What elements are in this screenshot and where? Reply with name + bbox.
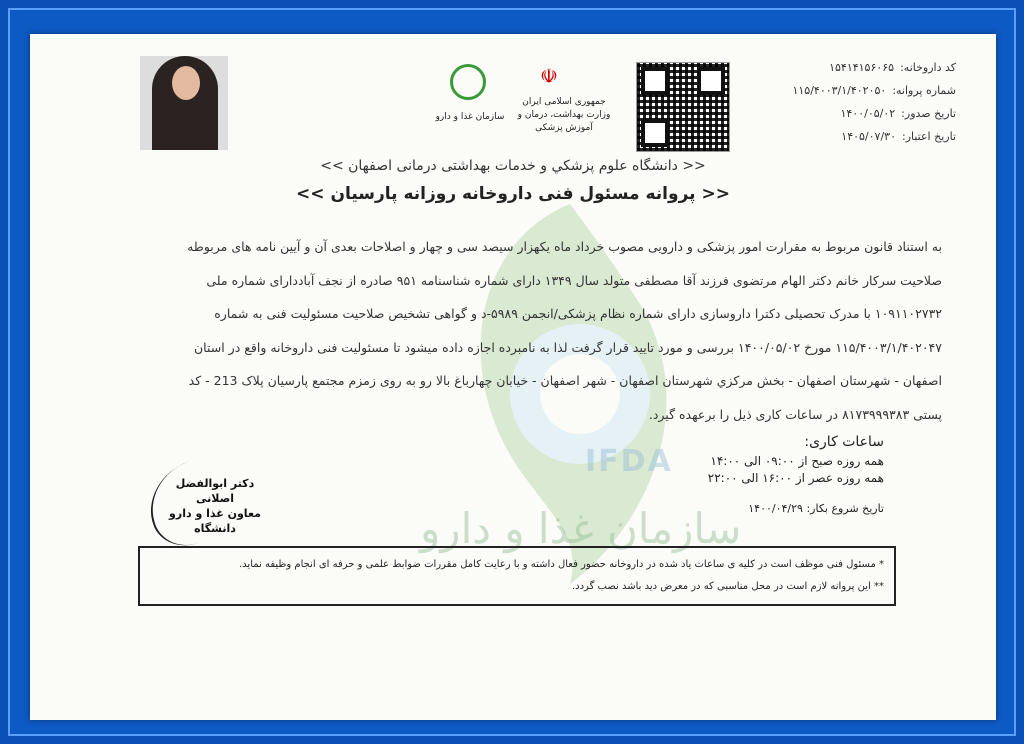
working-hours [564,434,884,487]
body-line-6: پستی ۸۱۷۳۹۹۹۳۸۳ در ساعات کاری ذیل را برعهده گیرد. [648,406,942,422]
watermark-text: سازمان غذا و دارو [420,504,742,553]
ministry-caption-line-2: وزارت بهداشت، درمان و آموزش پزشکی [517,110,611,133]
license-body [76,230,942,431]
iran-emblem-icon: ☫ [540,64,558,88]
qr-code-icon [636,62,730,152]
watermark-ifda: IFDA [585,444,673,479]
hours-evening: همه روزه عصر از ۱۶:۰۰ الی ۲۲:۰۰ [707,471,884,485]
hours-title: ساعات کاری: [804,434,884,450]
signatory-role: معاون غذا و دارو دانشگاه [169,507,261,535]
notes-box [138,546,896,606]
license-meta [726,56,956,148]
ifda-logo-icon [450,64,486,100]
note-1: * مسئول فنی موظف است در کلیه ی ساعات یاد شده در داروخانه حضور فعال داشته و با رعایت کامل مقررات ضوابط علمی و حرفه ای انجام وظیفه نماید. [238,559,884,570]
body-line-3: ۱۰۹۱۱۰۲۷۳۲ با مدرک تحصیلی دکترا داروسازی دارای شماره نظام پزشکی/انجمن ۵۹۸۹-د و گواهی تشخیص صلاحیت مسئولیت فنی به شماره [214,306,942,321]
meta-row-code: کد داروخانه: ۱۵۴۱۴۱۵۶۰۶۵ [829,61,956,74]
body-line-4: ۱۱۵/۴۰۰۳/۱/۴۰۲۰۴۷ مورخ ۱۴۰۰/۰۵/۰۲ بررسی و مورد تایید قرار گرفت لذا به نامبرده اجازه داده میشود تا مسئولیت فنی داروخانه واقع در استان [193,339,942,355]
signature-block [160,476,270,536]
body-line-1: به استناد قانون مربوط به مقرارت امور پزشکی و دارویی مصوب خرداد ماه یکهزار سیصد سی و چهار و اصلاحات بعدی آن و آیین نامه های مربوطه [187,239,942,254]
body-line-2: صلاحیت سرکار خانم دکتر الهام مرتضوی فرزند آقا مصطفی متولد سال ۱۳۴۹ دارای شماره شناسنامه ۹۵۱ صادره از نجف آباددارای شماره ملی [206,272,942,288]
meta-row-license: شماره پروانه: ۱۱۵/۴۰۰۳/۱/۴۰۲۰۵۰ [792,84,956,97]
license-document [30,34,996,720]
university-heading: << دانشگاه علوم پزشكي و خدمات بهداشتی درمانی اصفهان >> [320,158,706,174]
hours-morning: همه روزه صبح از ۰۹:۰۰ الی ۱۴:۰۰ [710,454,884,468]
header-logos [430,60,620,150]
body-line-5: اصفهان - شهرستان اصفهان - بخش مرکزي شهرستان اصفهان - شهر اصفهان - خیابان چهارباغ بالا رو به روی زمزم مجتمع پارسیان پلاک 213 - کد [188,373,942,388]
note-2: ** این پروانه لازم است در محل مناسبی که در معرض دید باشد نصب گردد. [571,581,884,592]
signatory-name: دکتر ابوالفضل اصلانی [175,477,255,505]
meta-row-issue: تاریخ صدور: ۱۴۰۰/۰۵/۰۲ [840,107,956,120]
holder-photo [140,56,228,150]
ministry-caption-line-1: جمهوری اسلامی ایران [522,97,606,107]
ministry-caption [514,96,614,135]
meta-row-valid: تاریخ اعتبار: ۱۴۰۵/۰۷/۳۰ [841,130,956,143]
license-title: << پروانه مسئول فنی داروخانه روزانه پارسیان >> [296,184,730,204]
start-date: تاریخ شروع بکار: ۱۴۰۰/۰۴/۲۹ [748,502,884,515]
ifda-logo-caption: سازمان غذا و دارو [435,112,505,122]
